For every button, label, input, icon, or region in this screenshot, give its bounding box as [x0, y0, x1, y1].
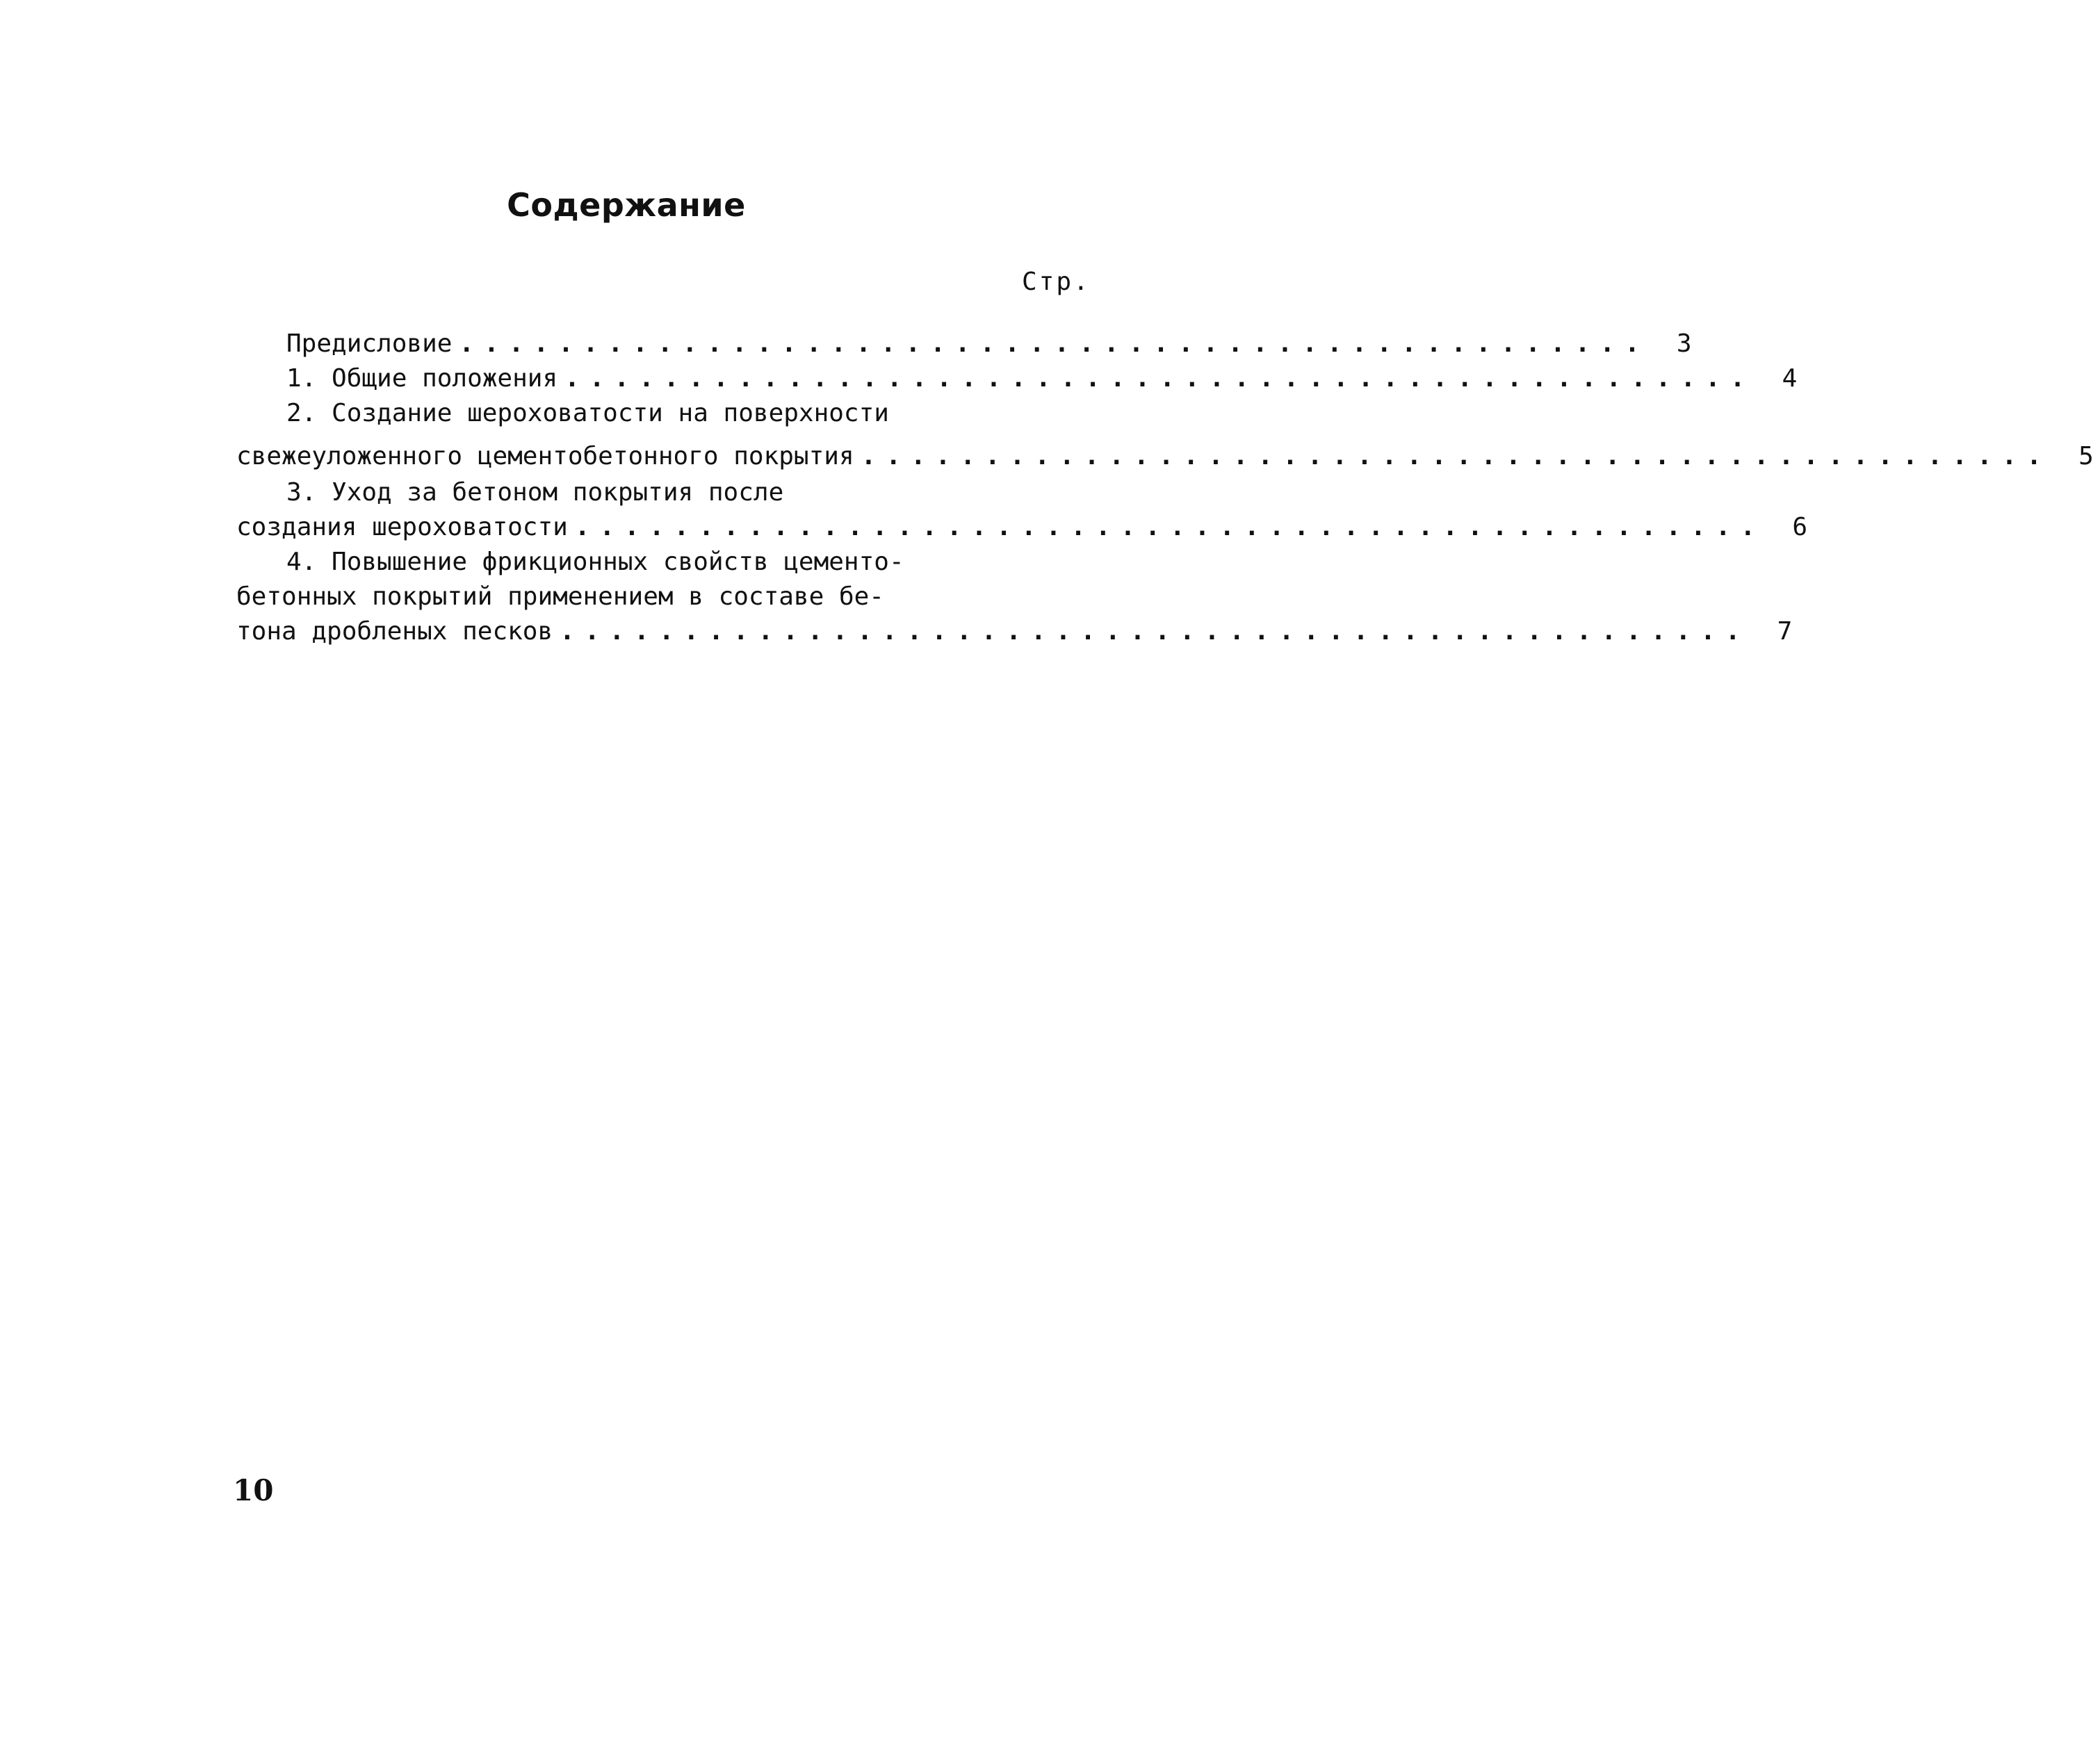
- toc-entry-page: 6: [1792, 513, 1808, 541]
- page-title: Содержание: [507, 186, 746, 224]
- toc-entry-page: 4: [1782, 364, 1798, 393]
- dot-leader: ................................................: [564, 364, 1755, 393]
- toc-entry-title-continued: тона дробленых песков: [236, 617, 553, 646]
- toc-entry-preface: [236, 327, 1692, 361]
- table-of-contents: [236, 327, 2094, 649]
- dot-leader: ................................................: [560, 617, 1750, 646]
- dot-leader: ................................................: [574, 513, 1766, 541]
- dot-leader: ................................................: [459, 329, 1650, 358]
- toc-entry-title: Предисловие: [286, 329, 453, 358]
- toc-entry-title: 1. Общие положения: [286, 364, 558, 393]
- toc-entry-4-line-2: [236, 580, 1102, 614]
- toc-entry-title-continued: бетонных покрытий применением в составе бе-: [236, 582, 884, 611]
- dot-leader: ................................................: [861, 442, 2051, 470]
- toc-entry-page: 7: [1777, 617, 1793, 646]
- toc-entry-3-line-2: [236, 510, 1808, 545]
- toc-entry-2-line-1: [236, 396, 1102, 431]
- toc-entry-page: 5: [2078, 442, 2094, 470]
- page-number: 10: [233, 1473, 274, 1507]
- toc-entry-3-line-1: [236, 475, 1102, 510]
- toc-entry-page: 3: [1676, 329, 1692, 358]
- toc-entry-title: 4. Повышение фрикционных свойств цементо-: [286, 548, 904, 576]
- page-column-label: Стр.: [1022, 268, 1091, 296]
- toc-entry-title-continued: свежеуложенного цементобетонного покрытия: [236, 442, 854, 470]
- toc-entry-4-line-1: [236, 545, 1102, 580]
- toc-entry-title: 3. Уход за бетоном покрытия после: [286, 478, 784, 507]
- toc-entry-1: [236, 361, 1798, 396]
- toc-entry-4-line-3: [236, 614, 1793, 649]
- toc-entry-2-line-2: [236, 439, 2094, 474]
- toc-entry-title-continued: создания шероховатости: [236, 513, 568, 541]
- toc-entry-title: 2. Создание шероховатости на поверхности: [286, 399, 889, 427]
